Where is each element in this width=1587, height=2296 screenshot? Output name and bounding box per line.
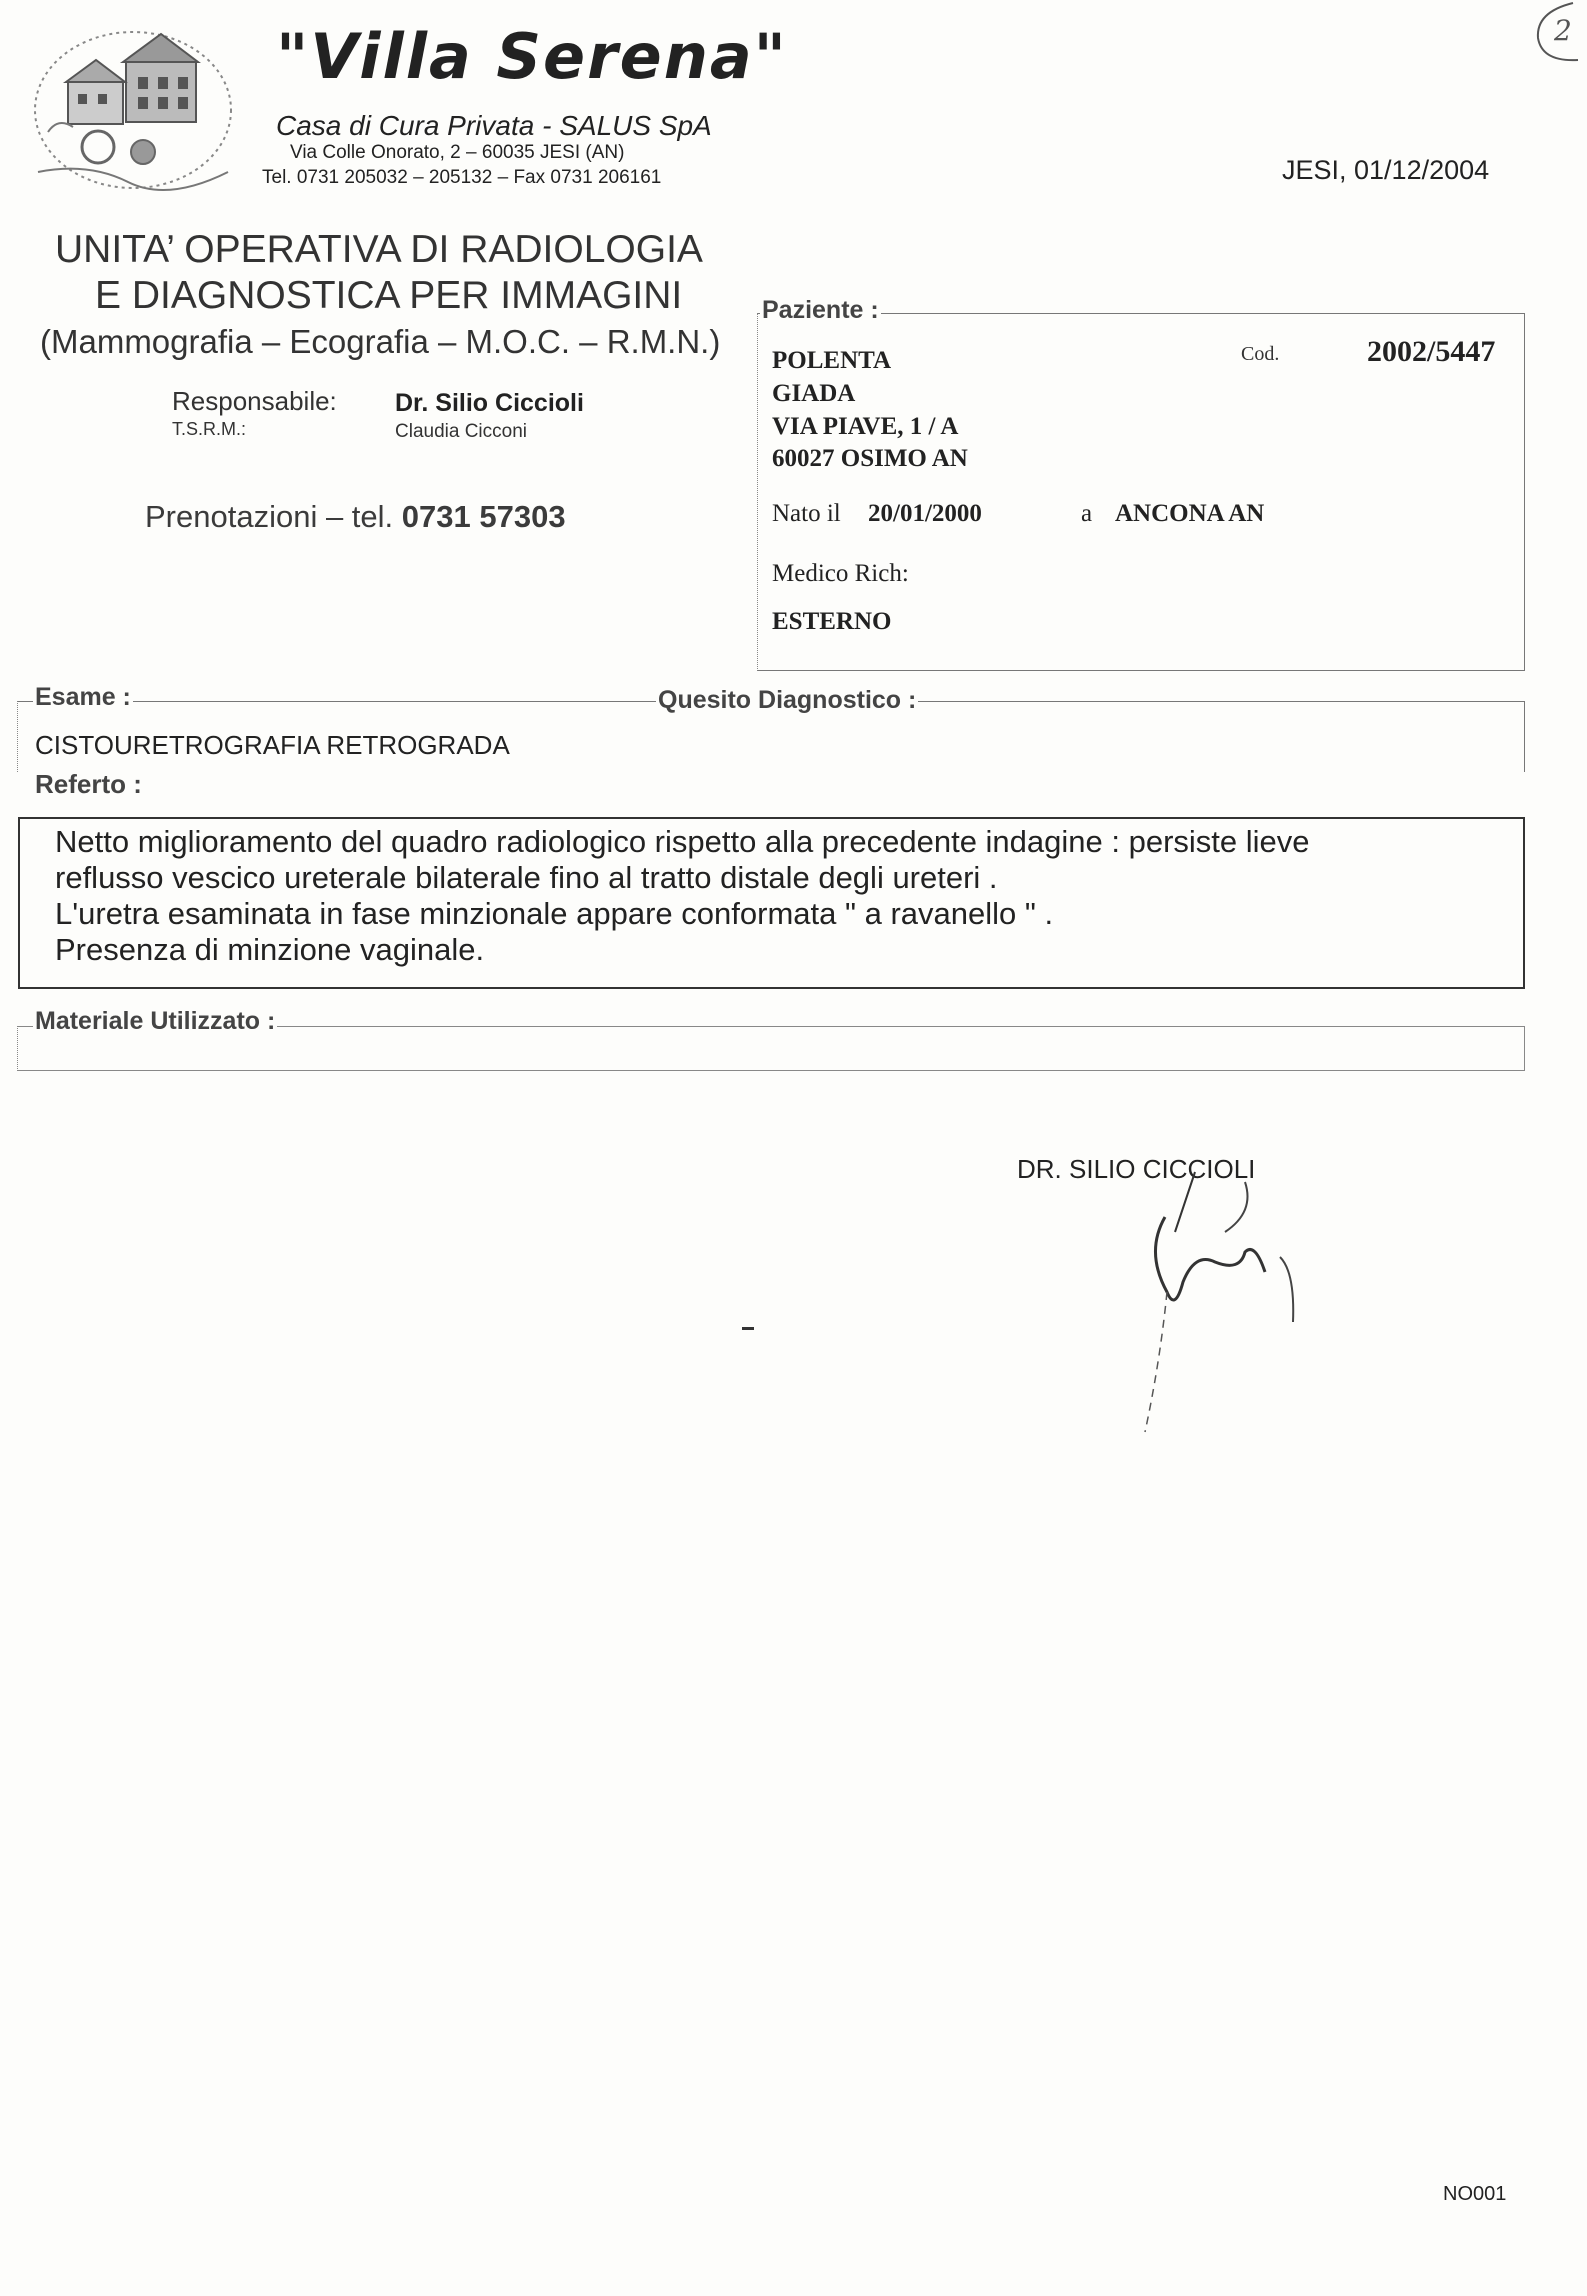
responsabile-name: Dr. Silio Ciccioli <box>395 389 584 417</box>
booking-phone: 0731 57303 <box>401 499 566 534</box>
signing-doctor: DR. SILIO CICCIOLI <box>1017 1154 1256 1184</box>
clinic-logo-illustration <box>28 22 238 197</box>
page-code: NO001 <box>1443 2183 1507 2205</box>
report-text <box>55 824 1310 968</box>
code-label: Cod. <box>1241 343 1280 365</box>
born-label: Nato il <box>772 500 841 527</box>
patient-city: 60027 OSIMO AN <box>772 445 968 472</box>
report-line: Presenza di minzione vaginale. <box>55 932 485 967</box>
tsrm-label: T.S.R.M.: <box>172 419 247 439</box>
report-line: Netto miglioramento del quadro radiologico rispetto alla precedente indagine : persiste lieve <box>55 824 1310 859</box>
clinic-phone: Tel. 0731 205032 – 205132 – Fax 0731 206161 <box>262 167 662 188</box>
scan-speck <box>742 1327 754 1330</box>
signature-scribble <box>1105 1162 1325 1452</box>
responsabile-label: Responsabile: <box>172 386 337 416</box>
requesting-doctor: ESTERNO <box>772 608 892 635</box>
corner-number: 2 <box>1554 14 1572 47</box>
clinic-subtitle: Casa di Cura Privata - SALUS SpA <box>276 110 712 141</box>
unit-title-line1: UNITA’ OPERATIVA DI RADIOLOGIA <box>55 228 703 271</box>
clinic-name: "Villa Serena" <box>276 20 788 93</box>
diagnostic-question-legend: Quesito Diagnostico : <box>658 686 917 714</box>
tsrm-name: Claudia Cicconi <box>395 421 528 442</box>
booking-line <box>145 499 566 535</box>
unit-title-line2: E DIAGNOSTICA PER IMMAGINI <box>95 274 683 317</box>
exam-name: CISTOURETROGRAFIA RETROGRADA <box>35 730 510 760</box>
corner-handwritten-mark <box>1528 0 1587 70</box>
born-at-label: a <box>1081 500 1093 527</box>
place-date: JESI, 01/12/2004 <box>1282 155 1490 185</box>
exam-legend: Esame : <box>35 683 131 711</box>
unit-services: (Mammografia – Ecografia – M.O.C. – R.M.N.) <box>40 323 721 360</box>
clinic-address: Via Colle Onorato, 2 – 60035 JESI (AN) <box>290 142 625 163</box>
patient-name: GIADA <box>772 380 856 407</box>
booking-label: Prenotazioni – tel. <box>145 499 394 534</box>
requesting-doctor-label: Medico Rich: <box>772 560 909 587</box>
patient-street: VIA PIAVE, 1 / A <box>772 413 959 440</box>
born-place: ANCONA AN <box>1115 500 1265 527</box>
patient-code: 2002/5447 <box>1367 335 1496 368</box>
materials-legend: Materiale Utilizzato : <box>35 1007 276 1035</box>
report-line: reflusso vescico ureterale bilaterale fino al tratto distale degli ureteri . <box>55 860 998 895</box>
patient-surname: POLENTA <box>772 347 891 374</box>
report-label: Referto : <box>35 769 142 799</box>
born-date: 20/01/2000 <box>868 500 982 527</box>
patient-legend: Paziente : <box>762 296 879 324</box>
report-line: L'uretra esaminata in fase minzionale appare conformata " a ravanello " . <box>55 896 1054 931</box>
